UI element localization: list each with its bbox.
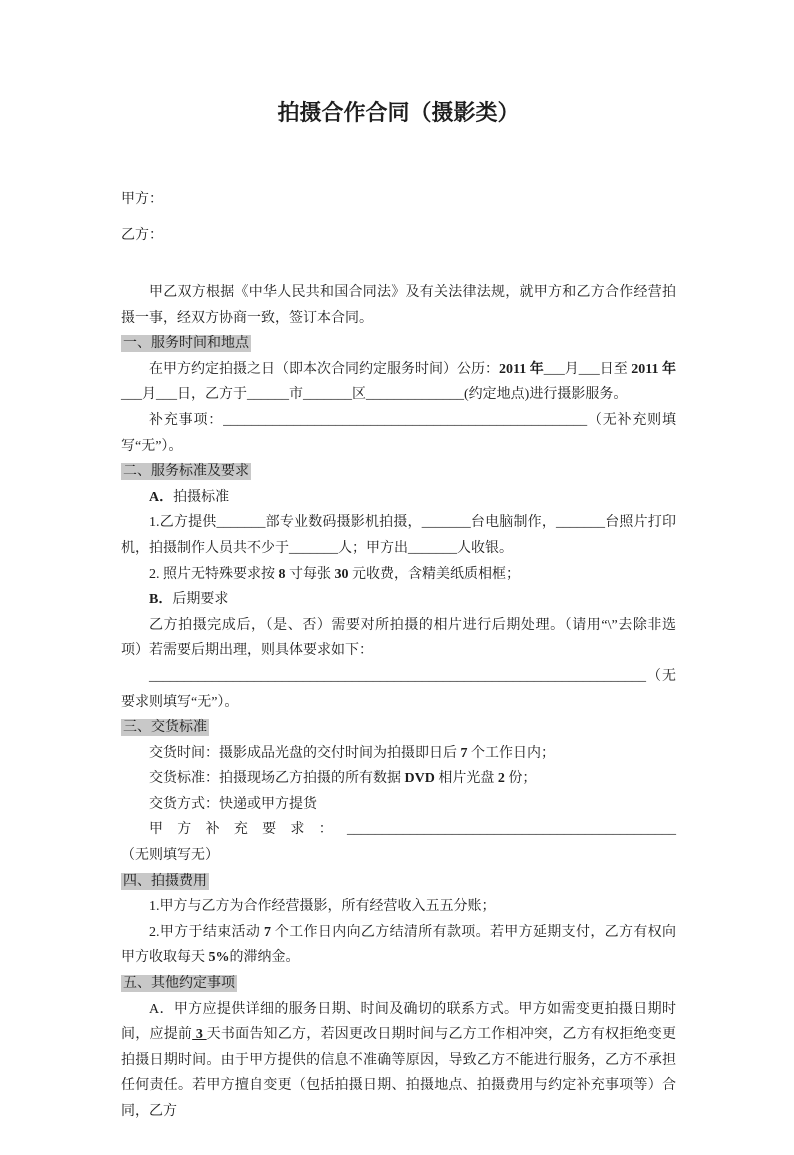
paragraph bbox=[121, 817, 676, 868]
text-run: 寸每张 bbox=[285, 566, 335, 582]
text-run: 7 bbox=[460, 745, 468, 761]
paragraph bbox=[121, 587, 676, 613]
text-run: 在甲方约定拍摄之日（即本次合同约定服务时间）公历： bbox=[149, 361, 500, 377]
text-run: 2. 照片无特殊要求按 bbox=[149, 566, 279, 582]
text-run: （无则填写无） bbox=[121, 848, 219, 864]
text-run: 5% bbox=[208, 950, 230, 966]
paragraph bbox=[121, 997, 676, 1125]
text-run: 8 bbox=[278, 566, 286, 582]
text-run: 2 bbox=[497, 771, 505, 787]
document-title: 拍摄合作合同（摄影类） bbox=[277, 100, 520, 125]
text-run: 拍摄标准 bbox=[173, 489, 230, 505]
section-heading bbox=[121, 715, 676, 741]
paragraph bbox=[121, 510, 676, 561]
text-run: 补充事项： bbox=[149, 412, 224, 428]
text-run: 个工作日内； bbox=[467, 745, 555, 761]
text-run: （无要求则填写“无”）。 bbox=[121, 668, 676, 710]
text-run: DVD bbox=[404, 771, 435, 787]
text-run: 30 bbox=[334, 566, 349, 582]
paragraph bbox=[121, 741, 676, 767]
text-run: 1.甲方与乙方为合作经营摄影，所有经营收入五五分账； bbox=[149, 899, 496, 915]
text-run: 7 bbox=[264, 924, 272, 940]
section-heading bbox=[121, 971, 676, 997]
section-heading bbox=[121, 459, 676, 485]
text-run: ____________________________________________________ bbox=[223, 412, 588, 428]
paragraph bbox=[121, 613, 676, 664]
text-run: 2.甲方于结束活动 bbox=[149, 924, 265, 940]
document-body bbox=[121, 280, 676, 1125]
text-run: 甲方补充要求： bbox=[149, 822, 347, 838]
paragraph bbox=[121, 280, 676, 331]
section-heading bbox=[121, 331, 676, 357]
section-heading-highlight: 四、拍摄费用 bbox=[123, 873, 207, 889]
section-heading-highlight: 三、交货标准 bbox=[123, 720, 207, 736]
text-run: 交货时间：摄影成品光盘的交付时间为拍摄即日后 bbox=[149, 745, 461, 761]
text-run: 相片光盘 bbox=[434, 771, 498, 787]
text-run: 甲乙双方根据《中华人民共和国合同法》及有关法律法规，就甲方和乙方合作经营拍摄一事，经双方协商一致，签订本合同。 bbox=[121, 285, 676, 326]
text-run: B． bbox=[149, 592, 173, 608]
text-run: ___月___日至 bbox=[543, 361, 632, 377]
section-heading-highlight: 一、服务时间和地点 bbox=[123, 336, 249, 352]
party-b-line: 乙方： bbox=[121, 228, 163, 243]
text-run: _______________________________________________________________________ bbox=[149, 668, 646, 684]
paragraph bbox=[121, 664, 676, 715]
section-heading-highlight: 五、其他约定事项 bbox=[123, 976, 235, 992]
text-run: 元收费，含精美纸质相框； bbox=[348, 566, 520, 582]
text-run: 3 bbox=[192, 1027, 207, 1043]
text-run: （无补充则填写“无”）。 bbox=[121, 412, 677, 454]
text-run: A． bbox=[149, 489, 174, 505]
party-a-line: 甲方： bbox=[121, 192, 163, 207]
paragraph bbox=[121, 485, 676, 511]
paragraph bbox=[121, 894, 676, 920]
section-heading-highlight: 二、服务标准及要求 bbox=[123, 464, 249, 480]
text-run: 后期要求 bbox=[172, 592, 229, 608]
text-run: 个工作日内向乙方结清所有款项。若甲方延期支付，乙方有权向甲方收取每天 bbox=[121, 924, 677, 966]
section-heading bbox=[121, 869, 676, 895]
paragraph bbox=[121, 920, 676, 971]
text-run: 2011 年 bbox=[631, 361, 677, 377]
text-run: 1.乙方提供_______部专业数码摄影机拍摄，_______台电脑制作，_______台照片打印机，拍摄制作人员共不少于_______人；甲方出_______人收银。 bbox=[121, 515, 676, 556]
paragraph bbox=[121, 562, 676, 588]
text-run: 乙方拍摄完成后，（是、否）需要对所拍摄的相片进行后期处理。（请用“\”去除非选项）若需要后期出理，则具体要求如下： bbox=[121, 617, 676, 659]
paragraph bbox=[121, 357, 676, 408]
text-run: 2011 年 bbox=[499, 361, 544, 377]
paragraph bbox=[121, 766, 676, 792]
text-run: 交货方式：快递或甲方提货 bbox=[149, 796, 317, 812]
text-run: 天书面告知乙方，若因更改日期时间与乙方工作相冲突，乙方有权拒绝变更拍摄日期时间。由于甲方提供的信息不准确等原因，导致乙方不能进行服务，乙方不承担任何责任。若甲方擅自变更（包括拍摄日期、拍摄地点、拍摄费用与约定补充事项等）合同，乙方 bbox=[121, 1027, 677, 1119]
text-run: 的滞纳金。 bbox=[229, 950, 300, 966]
text-run: A．甲方应提供详细的服务日期、时间及确切的联系方式。甲方如需变更拍摄日期时间，应提前 bbox=[121, 1001, 676, 1043]
paragraph bbox=[121, 792, 676, 818]
text-run: 份； bbox=[504, 771, 537, 787]
text-run: _______________________________________________ bbox=[347, 822, 676, 838]
paragraph bbox=[121, 408, 676, 459]
text-run: ___月___日，乙方于______市_______区______________(约定地点)进行摄影服务。 bbox=[121, 387, 628, 403]
text-run: 交货标准：拍摄现场乙方拍摄的所有数据 bbox=[149, 771, 405, 787]
